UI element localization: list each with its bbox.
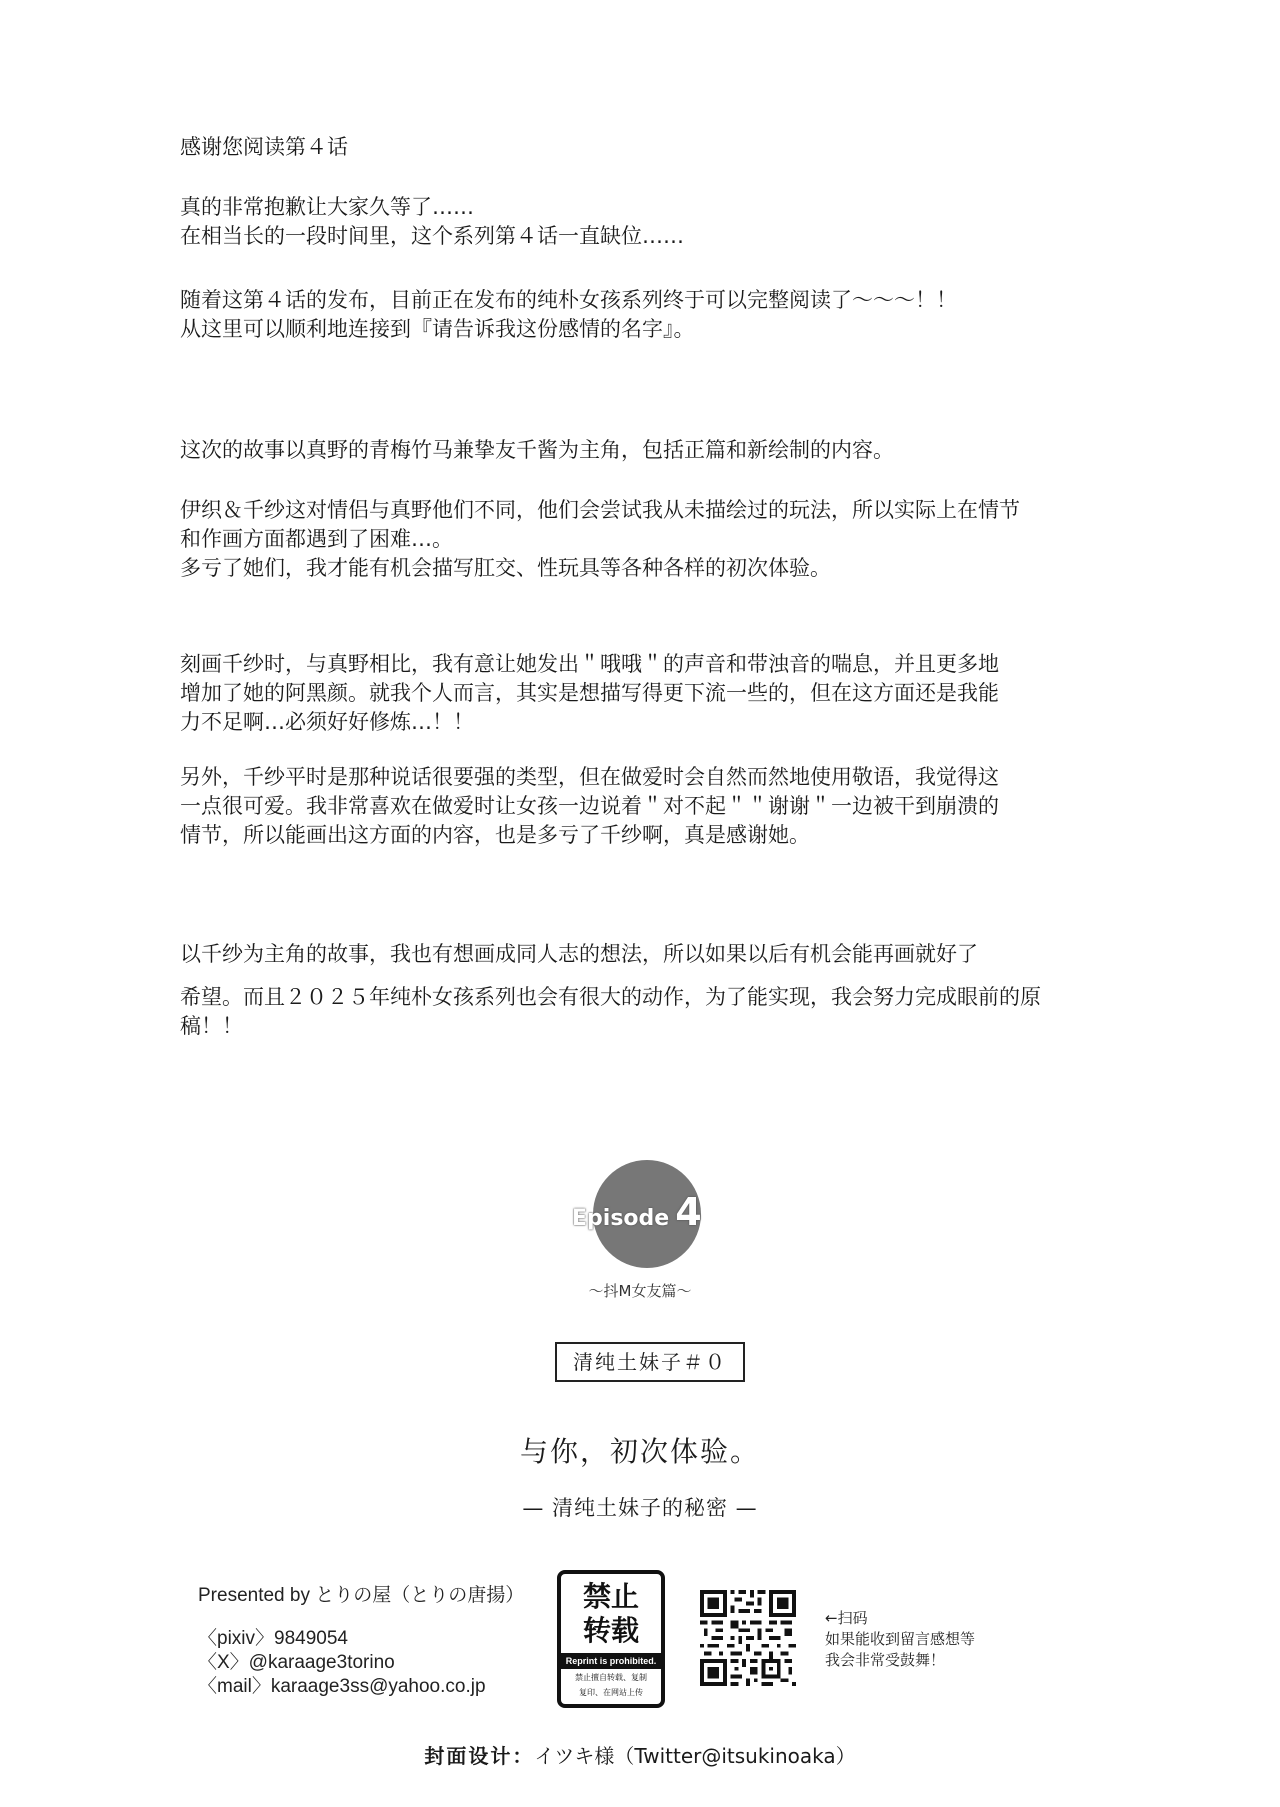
afterword-p1 xyxy=(180,133,348,162)
episode-number: 4 xyxy=(675,1190,702,1234)
qr-note-line: ←扫码 xyxy=(825,1609,868,1627)
afterword-p7 xyxy=(180,763,999,850)
episode-label xyxy=(572,1190,702,1240)
text-line: 以千纱为主角的故事，我也有想画成同人志的想法，所以如果以后有机会能再画就好了 xyxy=(180,942,978,966)
afterword-p6 xyxy=(180,650,999,737)
text-line: 情节，所以能画出这方面的内容，也是多亏了千纱啊，真是感谢她。 xyxy=(180,823,810,847)
text-line: 力不足啊…必须好好修炼…！！ xyxy=(180,710,474,734)
stamp-small2: 复印、在网站上传 xyxy=(579,1688,643,1697)
text-line: 另外，千纱平时是那种说话很要强的类型，但在做爱时会自然而然地使用敬语，我觉得这 xyxy=(180,765,999,789)
text-line: 感谢您阅读第４话 xyxy=(180,135,348,159)
x-handle: 〈X〉@karaage3torino xyxy=(198,1652,395,1673)
cover-credit-label: 封面设计： xyxy=(424,1744,535,1768)
qr-note-line: 如果能收到留言感想等 xyxy=(825,1630,976,1648)
episode-subtitle: ～抖M女友篇～ xyxy=(588,1282,692,1300)
qr-note xyxy=(825,1608,975,1671)
stamp-line2: 转载 xyxy=(582,1614,639,1647)
text-line: 真的非常抱歉让大家久等了…… xyxy=(180,195,474,219)
afterword-p5 xyxy=(180,496,1020,583)
text-line: 希望。而且２０２５年纯朴女孩系列也会有很大的动作，为了能实现，我会努力完成眼前的原 xyxy=(180,985,1041,1009)
text-line: 伊织＆千纱这对情侣与真野他们不同，他们会尝试我从未描绘过的玩法，所以实际上在情节 xyxy=(180,498,1020,522)
mail-address: 〈mail〉karaage3ss@yahoo.co.jp xyxy=(198,1676,486,1697)
stamp-english: Reprint is prohibited. xyxy=(561,1653,661,1669)
presented-by: Presented by とりの屋（とりの唐揚） xyxy=(198,1585,525,1606)
afterword-p8 xyxy=(180,940,978,969)
main-title: 与你，初次体验。 xyxy=(519,1435,760,1468)
pixiv-id: 〈pixiv〉9849054 xyxy=(198,1628,348,1649)
qr-code-icon[interactable] xyxy=(700,1590,796,1686)
cover-credit-value: イツキ様（Twitter@itsukinoaka） xyxy=(534,1744,856,1768)
qr-note-line: 我会非常受鼓舞！ xyxy=(825,1651,946,1669)
afterword-p2 xyxy=(180,193,684,251)
credits-block xyxy=(198,1580,524,1699)
text-line: 增加了她的阿黑颜。就我个人而言，其实是想描写得更下流一些的，但在这方面还是我能 xyxy=(180,681,999,705)
text-line: 从这里可以顺利地连接到『请告诉我这份感情的名字』。 xyxy=(180,317,695,341)
text-line: 随着这第４话的发布，目前正在发布的纯朴女孩系列终于可以完整阅读了～～～！！ xyxy=(180,288,957,312)
stamp-line1: 禁止 xyxy=(582,1580,639,1613)
afterword-p4 xyxy=(180,436,894,465)
afterword-p3 xyxy=(180,286,957,344)
series-label: 清纯土妹子＃０ xyxy=(555,1342,745,1382)
afterword-p9 xyxy=(180,983,1041,1041)
text-line: 多亏了她们，我才能有机会描写肛交、性玩具等各种各样的初次体验。 xyxy=(180,556,831,580)
text-line: 在相当长的一段时间里，这个系列第４话一直缺位…… xyxy=(180,224,684,248)
text-line: 一点很可爱。我非常喜欢在做爱时让女孩一边说着＂对不起＂＂谢谢＂一边被干到崩溃的 xyxy=(180,794,999,818)
text-line: 这次的故事以真野的青梅竹马兼挚友千酱为主角，包括正篇和新绘制的内容。 xyxy=(180,438,894,462)
text-line: 和作画方面都遇到了困难…。 xyxy=(180,527,453,551)
stamp-small1: 禁止擅自转载、复制 xyxy=(575,1673,647,1682)
sub-title: — 清纯土妹子的秘密 — xyxy=(522,1496,758,1520)
cover-credit xyxy=(0,1740,1280,1769)
text-line: 稿！！ xyxy=(180,1014,243,1038)
text-line: 刻画千纱时，与真野相比，我有意让她发出＂哦哦＂的声音和带浊音的喘息，并且更多地 xyxy=(180,652,999,676)
no-reprint-stamp xyxy=(557,1570,665,1708)
episode-word: Episode xyxy=(572,1206,670,1231)
